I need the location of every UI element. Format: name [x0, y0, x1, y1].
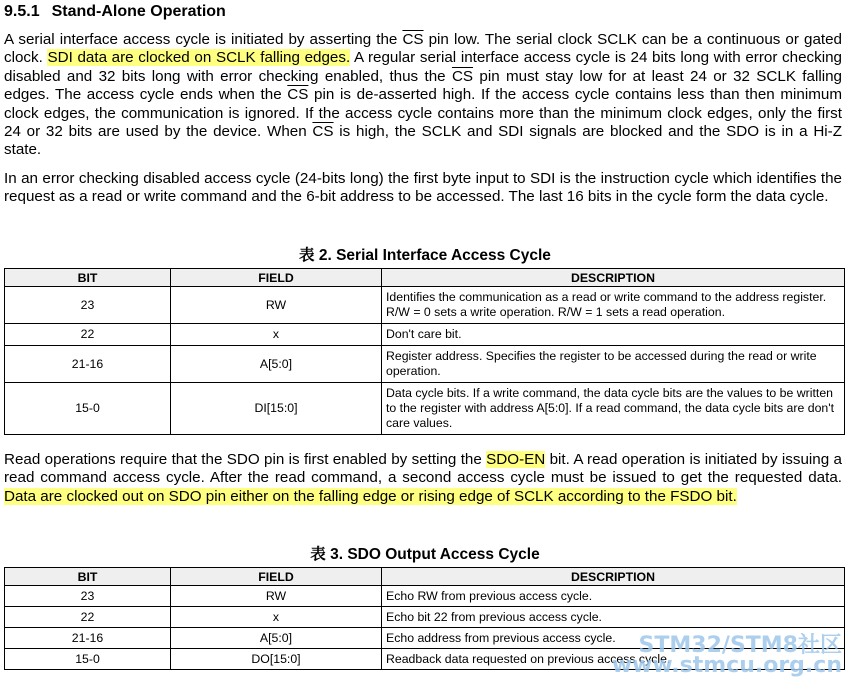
cell-bit: 23	[5, 287, 171, 324]
cs-pin-overline: $\overline{CS}$	[402, 31, 424, 48]
table-header-row	[5, 568, 845, 586]
cell-description: Identifies the communication as a read or write command to the address register. R/W = 0 sets a write operation. R/W = 1 sets a read operation.	[382, 287, 845, 324]
table-row	[5, 383, 845, 435]
cell-description: Echo RW from previous access cycle.	[382, 586, 845, 607]
cell-description: Echo address from previous access cycle.	[382, 628, 845, 649]
highlight-sdi-falling-edges: SDI data are clocked on SCLK falling edges.	[47, 49, 351, 67]
para3-text-2: bit. A read operation is initiated by issuing a read command access cycle. After the read command, a second access cycle must be issued to get the requested data.	[4, 451, 842, 487]
cell-field: x	[171, 324, 382, 346]
cell-field: DI[15:0]	[171, 383, 382, 435]
paragraph-read-operations	[4, 451, 842, 506]
table-row	[5, 607, 845, 628]
cell-bit: 21-16	[5, 628, 171, 649]
cs-pin-overline: $\overline{CS}$	[287, 86, 309, 104]
table-row	[5, 324, 845, 346]
para1-text-2: pin low. The serial clock SCLK can be a continuous or gated clock.	[4, 31, 842, 67]
cell-field: DO[15:0]	[171, 649, 382, 670]
table2-caption: 表 2. Serial Interface Access Cycle	[299, 247, 551, 264]
table-row	[5, 346, 845, 383]
cs-pin-overline: $\overline{CS}$	[312, 123, 334, 141]
para1-text-5: pin is de-asserted high. If the access cycle contains less than then minimum clock edges, the communication is ignored. If the access cycle contains more than the minimum clock edges, only the first 24 or 32 bits are used by the device. When	[4, 86, 842, 141]
table-serial-interface-access-cycle	[4, 268, 845, 435]
paragraph-instruction-cycle: In an error checking disabled access cycle (24-bits long) the first byte input to SDI is the instruction cycle which identifies the request as a read or write command and the 6-bit address to be accessed. The last 16 bits in the cycle form the data cycle.	[4, 170, 842, 206]
header-field: FIELD	[171, 568, 382, 586]
cell-field: A[5:0]	[171, 346, 382, 383]
cell-field: RW	[171, 287, 382, 324]
section-heading	[4, 3, 226, 21]
table3-caption: 表 3. SDO Output Access Cycle	[310, 546, 540, 563]
para1-text-1: A serial interface access cycle is initiated by asserting the	[4, 31, 403, 48]
highlight-sdo-en: SDO-EN	[486, 451, 546, 468]
cell-field: x	[171, 607, 382, 628]
header-description: DESCRIPTION	[382, 269, 845, 287]
para1-text-3: A regular serial interface access cycle is 24 bits long with error checking disabled and 32 bits long with error checking enabled, thus the	[4, 49, 842, 85]
section-title: Stand-Alone Operation	[51, 3, 226, 20]
cell-field: RW	[171, 586, 382, 607]
highlight-sdo-clocking: Data are clocked out on SDO pin either on the falling edge or rising edge of SCLK according to the FSDO bit.	[4, 487, 737, 505]
cell-description: Don't care bit.	[382, 324, 845, 346]
cell-description: Readback data requested on previous access cycle.	[382, 649, 845, 670]
paragraph-access-cycle	[4, 31, 842, 160]
cell-bit: 22	[5, 324, 171, 346]
cell-description: Echo bit 22 from previous access cycle.	[382, 607, 845, 628]
para1-text-6: is high, the SCLK and SDI signals are blocked and the SDO is in a Hi-Z state.	[4, 123, 842, 159]
cell-description: Register address. Specifies the register to be accessed during the read or write operation.	[382, 346, 845, 383]
section-number: 9.5.1	[4, 3, 40, 20]
table-header-row	[5, 269, 845, 287]
cell-bit: 23	[5, 586, 171, 607]
header-bit: BIT	[5, 568, 171, 586]
cs-pin-overline: $\overline{CS}$	[451, 67, 474, 85]
cell-bit: 15-0	[5, 383, 171, 435]
cell-description: Data cycle bits. If a write command, the data cycle bits are the values to be written to the register with address A[5:0]. If a read command, the data cycle bits are don't care values.	[382, 383, 845, 435]
table-row	[5, 586, 845, 607]
cell-bit: 21-16	[5, 346, 171, 383]
cell-bit: 15-0	[5, 649, 171, 670]
cell-bit: 22	[5, 607, 171, 628]
cell-field: A[5:0]	[171, 628, 382, 649]
table-row	[5, 287, 845, 324]
watermark-url: www.stmcu.org.cn	[611, 653, 842, 678]
header-bit: BIT	[5, 269, 171, 287]
header-description: DESCRIPTION	[382, 568, 845, 586]
watermark-forum-name: STM32/STM8社区	[638, 633, 842, 658]
para1-text-4: pin must stay low for at least 24 or 32 SCLK falling edges. The access cycle ends when the	[4, 67, 842, 104]
header-field: FIELD	[171, 269, 382, 287]
para3-text-1: Read operations require that the SDO pin is first enabled by setting the	[4, 451, 487, 468]
